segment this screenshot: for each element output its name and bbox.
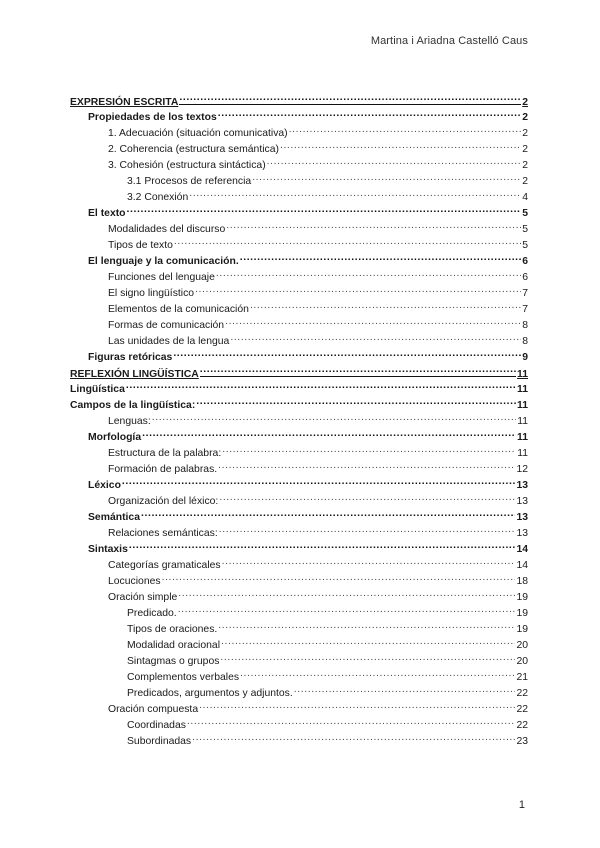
toc-leader-dots: [142, 428, 516, 440]
toc-leader-dots: [218, 108, 521, 120]
toc-entry-label: Figuras retóricas: [88, 352, 173, 363]
toc-entry-page: 14: [516, 560, 528, 571]
toc-entry-page: 8: [522, 320, 528, 331]
toc-entry-page: 9: [522, 352, 528, 363]
toc-entry-label: Elementos de la comunicación: [108, 304, 249, 315]
toc-leader-dots: [216, 268, 521, 280]
toc-entry-label: Predicado.: [127, 608, 177, 619]
toc-entry-label: Campos de la lingüística:: [70, 400, 196, 411]
toc-leader-dots: [129, 540, 516, 552]
toc-entry-page: 13: [516, 480, 528, 491]
toc-entry-label: Formas de comunicación: [108, 320, 225, 331]
toc-entry-page: 6: [522, 272, 528, 283]
toc-entry[interactable]: [108, 332, 528, 348]
toc-leader-dots: [289, 124, 522, 136]
toc-leader-dots: [225, 316, 521, 328]
toc-entry[interactable]: [88, 540, 528, 556]
toc-entry[interactable]: [70, 396, 528, 412]
toc-leader-dots: [250, 300, 521, 312]
toc-entry-page: 13: [516, 528, 528, 539]
toc-entry-label: Funciones del lenguaje: [108, 272, 215, 283]
toc-entry-label: Oración compuesta: [108, 704, 199, 715]
toc-entry-label: Oración simple: [108, 592, 178, 603]
toc-entry-label: REFLEXIÓN LINGÜÍSTICA: [70, 369, 199, 380]
toc-entry[interactable]: [108, 236, 528, 252]
toc-entry[interactable]: [108, 524, 528, 540]
toc-entry[interactable]: [70, 364, 528, 381]
toc-entry-page: 21: [516, 672, 528, 683]
toc-entry-label: Modalidades del discurso: [108, 224, 226, 235]
toc-leader-dots: [221, 636, 515, 648]
toc-entry-page: 19: [516, 608, 528, 619]
toc-entry-label: Tipos de oraciones.: [127, 624, 218, 635]
toc-entry-page: 13: [516, 496, 528, 507]
toc-entry-label: Coordinadas: [127, 720, 186, 731]
toc-entry-page: 23: [516, 736, 528, 747]
toc-entry[interactable]: [108, 140, 528, 156]
toc-entry-label: 3.2 Conexión: [127, 192, 189, 203]
toc-entry[interactable]: [127, 716, 528, 732]
toc-entry[interactable]: [88, 108, 528, 124]
toc-entry-page: 11: [517, 432, 528, 443]
toc-entry[interactable]: [108, 316, 528, 332]
toc-leader-dots: [162, 572, 516, 584]
toc-entry-label: Propiedades de los textos: [88, 112, 217, 123]
toc-leader-dots: [152, 412, 516, 424]
toc-leader-dots: [218, 460, 515, 472]
toc-entry-page: 20: [516, 640, 528, 651]
toc-entry[interactable]: [127, 636, 528, 652]
toc-entry[interactable]: [127, 620, 528, 636]
toc-entry-page: 19: [516, 624, 528, 635]
toc-entry-page: 22: [516, 688, 528, 699]
toc-entry[interactable]: [127, 172, 528, 188]
toc-leader-dots: [195, 284, 521, 296]
toc-entry-label: Organización del léxico:: [108, 496, 219, 507]
toc-entry-page: 2: [522, 160, 528, 171]
toc-entry[interactable]: [108, 412, 528, 428]
toc-entry[interactable]: [108, 572, 528, 588]
toc-entry-page: 2: [522, 97, 528, 108]
toc-leader-dots: [219, 492, 515, 504]
toc-entry-page: 2: [522, 128, 528, 139]
toc-entry-label: Tipos de texto: [108, 240, 173, 251]
toc-leader-dots: [200, 364, 516, 377]
toc-entry-page: 4: [522, 192, 528, 203]
toc-leader-dots: [267, 156, 522, 168]
toc-leader-dots: [122, 476, 516, 488]
toc-entry[interactable]: [108, 556, 528, 572]
toc-entry-page: 2: [522, 144, 528, 155]
toc-leader-dots: [173, 348, 521, 360]
toc-entry-page: 19: [516, 592, 528, 603]
toc-entry[interactable]: [108, 156, 528, 172]
toc-entry-page: 11: [517, 369, 528, 380]
toc-entry-label: Categorías gramaticales: [108, 560, 221, 571]
toc-entry-label: Predicados, argumentos y adjuntos.: [127, 688, 293, 699]
toc-entry[interactable]: [127, 652, 528, 668]
toc-leader-dots: [141, 508, 515, 520]
toc-leader-dots: [222, 556, 516, 568]
toc-entry-page: 22: [516, 720, 528, 731]
toc-entry-page: 2: [522, 112, 528, 123]
toc-entry-label: Morfología: [88, 432, 142, 443]
toc-entry[interactable]: [88, 476, 528, 492]
toc-leader-dots: [240, 252, 522, 264]
toc-entry[interactable]: [108, 444, 528, 460]
toc-entry-label: Las unidades de la lengua: [108, 336, 230, 347]
toc-entry-label: Relaciones semánticas:: [108, 528, 218, 539]
toc-entry-page: 18: [516, 576, 528, 587]
toc-entry-page: 11: [517, 448, 528, 459]
toc-leader-dots: [280, 140, 521, 152]
toc-entry[interactable]: [108, 268, 528, 284]
toc-entry-page: 20: [516, 656, 528, 667]
toc-leader-dots: [196, 396, 516, 408]
toc-entry[interactable]: [88, 204, 528, 220]
toc-leader-dots: [222, 444, 516, 456]
toc-entry-label: Léxico: [88, 480, 121, 491]
page-number: 1: [518, 799, 525, 811]
toc-leader-dots: [199, 700, 515, 712]
toc-entry-label: El lenguaje y la comunicación.: [88, 256, 239, 267]
toc-leader-dots: [252, 172, 521, 184]
toc-entry-page: 8: [522, 336, 528, 347]
toc-entry[interactable]: [127, 732, 528, 748]
toc-entry-label: Modalidad oracional: [127, 640, 220, 651]
toc-entry-label: 3. Cohesión (estructura sintáctica): [108, 160, 266, 171]
page-header-author: Martina i Ariadna Castelló Caus: [370, 35, 528, 47]
toc-entry[interactable]: [108, 492, 528, 508]
toc-entry[interactable]: [127, 188, 528, 204]
toc-entry[interactable]: [88, 252, 528, 268]
toc-entry-page: 6: [522, 256, 528, 267]
toc-entry-label: Sintaxis: [88, 544, 128, 555]
toc-entry-label: Semántica: [88, 512, 140, 523]
toc-entry[interactable]: [108, 124, 528, 140]
toc-entry-page: 22: [516, 704, 528, 715]
toc-entry[interactable]: [108, 284, 528, 300]
toc-entry-label: 3.1 Procesos de referencia: [127, 176, 252, 187]
toc-entry[interactable]: [108, 300, 528, 316]
toc-leader-dots: [220, 652, 515, 664]
toc-entry-page: 5: [522, 208, 528, 219]
toc-entry[interactable]: [127, 668, 528, 684]
toc-entry[interactable]: [108, 220, 528, 236]
toc-leader-dots: [226, 220, 521, 232]
toc-entry-page: 14: [516, 544, 528, 555]
toc-leader-dots: [294, 684, 516, 696]
toc-entry-label: EXPRESIÓN ESCRITA: [70, 97, 179, 108]
toc-entry[interactable]: [88, 348, 528, 364]
toc-entry-label: 2. Coherencia (estructura semántica): [108, 144, 279, 155]
toc-entry-label: Lingüística: [70, 384, 125, 395]
toc-entry-label: El texto: [88, 208, 126, 219]
toc-leader-dots: [178, 604, 516, 616]
toc-entry[interactable]: [88, 508, 528, 524]
toc-entry-label: Lenguas:: [108, 416, 151, 427]
toc-entry-page: 5: [522, 240, 528, 251]
toc-entry-label: El signo lingüístico: [108, 288, 195, 299]
toc-entry[interactable]: [127, 604, 528, 620]
toc-leader-dots: [230, 332, 521, 344]
toc-entry[interactable]: [108, 588, 528, 604]
toc-entry-page: 5: [522, 224, 528, 235]
toc-entry-page: 7: [522, 288, 528, 299]
toc-entry-label: Locuciones: [108, 576, 161, 587]
toc-entry[interactable]: [108, 460, 528, 476]
toc-entry-page: 2: [522, 176, 528, 187]
toc-leader-dots: [218, 620, 515, 632]
toc-entry[interactable]: [127, 684, 528, 700]
toc-leader-dots: [179, 92, 521, 105]
toc-entry-label: Complementos verbales: [127, 672, 240, 683]
toc-entry-page: 11: [517, 384, 528, 395]
toc-entry-label: Estructura de la palabra:: [108, 448, 222, 459]
toc-entry-page: 11: [517, 416, 528, 427]
toc-entry-label: Sintagmas o grupos: [127, 656, 220, 667]
toc-entry-label: Formación de palabras.: [108, 464, 218, 475]
toc-entry[interactable]: [70, 380, 528, 396]
toc-leader-dots: [219, 524, 516, 536]
toc-leader-dots: [240, 668, 515, 680]
toc-entry[interactable]: [70, 92, 528, 109]
toc-entry[interactable]: [108, 700, 528, 716]
toc-leader-dots: [127, 204, 522, 216]
toc-leader-dots: [187, 716, 516, 728]
toc-entry-page: 11: [517, 400, 528, 411]
toc-leader-dots: [178, 588, 515, 600]
toc-entry[interactable]: [88, 428, 528, 444]
toc-entry-page: 13: [516, 512, 528, 523]
toc-entry-page: 7: [522, 304, 528, 315]
toc-leader-dots: [192, 732, 515, 744]
toc-leader-dots: [174, 236, 521, 248]
toc-leader-dots: [126, 380, 516, 392]
toc-entry-label: Subordinadas: [127, 736, 192, 747]
toc-entry-label: 1. Adecuación (situación comunicativa): [108, 128, 288, 139]
toc-entry-page: 12: [516, 464, 528, 475]
toc-leader-dots: [189, 188, 521, 200]
